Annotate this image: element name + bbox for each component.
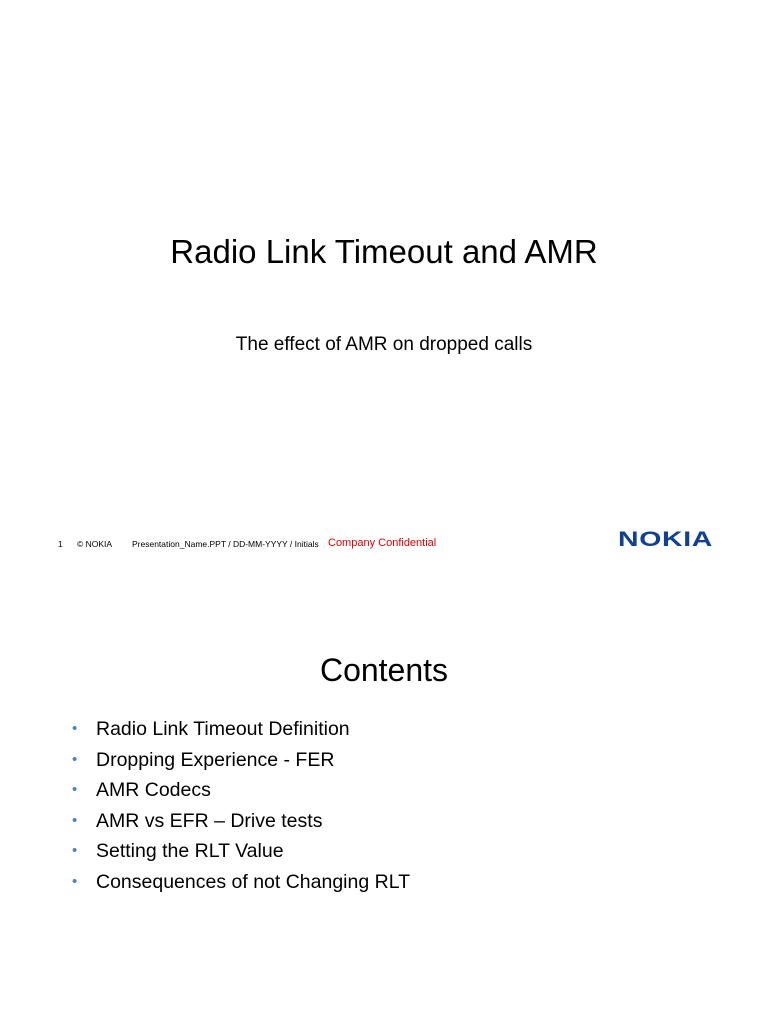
list-item-label: Consequences of not Changing RLT bbox=[96, 870, 411, 893]
bullet-dot-icon: • bbox=[72, 872, 78, 890]
bullet-dot-icon: • bbox=[72, 750, 78, 768]
nokia-logo bbox=[617, 528, 714, 550]
bullet-dot-icon: • bbox=[72, 781, 78, 798]
contents-slide bbox=[0, 576, 768, 1024]
bullet-dot-icon: • bbox=[72, 842, 78, 859]
list-item bbox=[72, 775, 410, 806]
contents-title: Contents bbox=[319, 652, 449, 688]
copyright-text: © NOKIA bbox=[77, 539, 113, 549]
slide-subtitle: The effect of AMR on dropped calls bbox=[235, 334, 533, 355]
list-item-label: Setting the RLT Value bbox=[96, 840, 284, 862]
slide-title: Radio Link Timeout and AMR bbox=[170, 233, 598, 270]
nokia-logo-text: NOKIA bbox=[618, 528, 713, 550]
list-item-label: Dropping Experience - FER bbox=[96, 748, 335, 771]
list-item-label: AMR vs EFR – Drive tests bbox=[96, 809, 323, 832]
page-number: 1 bbox=[58, 539, 63, 549]
list-item bbox=[72, 836, 410, 867]
confidential-label: Company Confidential bbox=[328, 537, 437, 549]
presentation-info: Presentation_Name.PPT / DD-MM-YYYY / Initials bbox=[132, 539, 319, 549]
contents-list bbox=[72, 714, 410, 897]
list-item bbox=[72, 867, 410, 898]
bullet-dot-icon: • bbox=[72, 720, 78, 737]
bullet-dot-icon: • bbox=[72, 811, 78, 829]
list-item-label: AMR Codecs bbox=[96, 779, 211, 801]
list-item-label: Radio Link Timeout Definition bbox=[96, 718, 350, 740]
list-item bbox=[72, 806, 410, 837]
list-item bbox=[72, 714, 410, 745]
list-item bbox=[72, 745, 410, 776]
